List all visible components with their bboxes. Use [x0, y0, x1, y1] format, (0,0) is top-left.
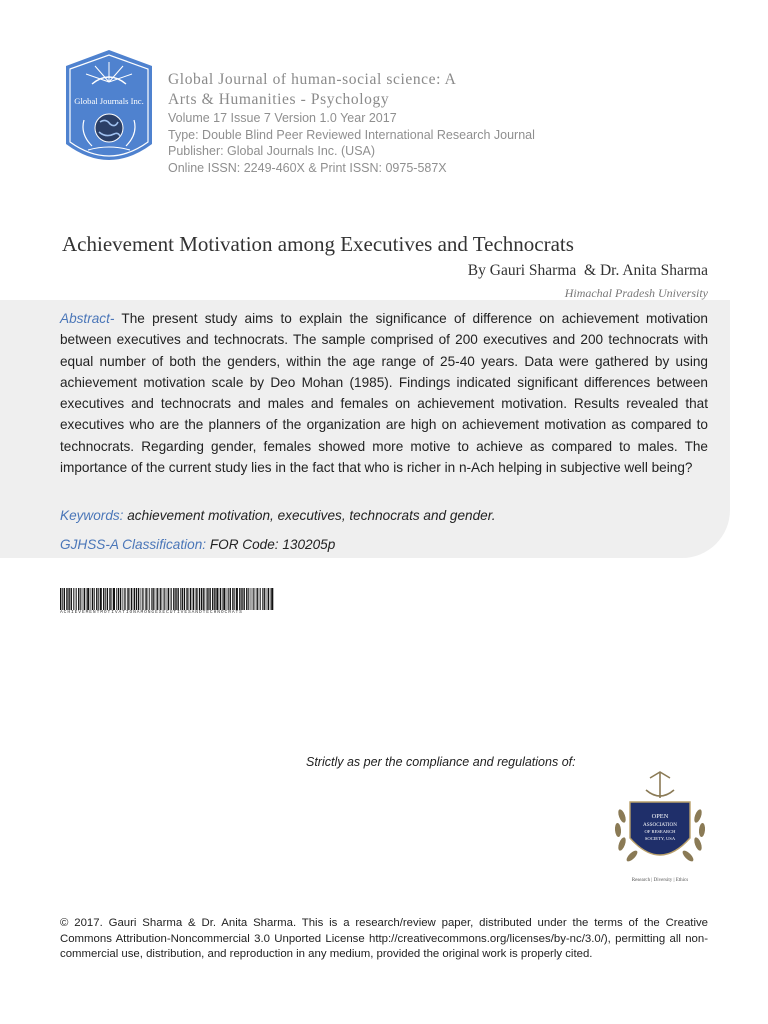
- keywords-label: Keywords:: [60, 508, 124, 523]
- barcode-bar: [232, 588, 233, 610]
- barcode-bar: [228, 588, 229, 610]
- svg-text:OPEN: OPEN: [651, 813, 669, 820]
- barcode-bar: [222, 588, 223, 610]
- barcode-bar: [130, 588, 131, 610]
- barcode-bar: [160, 588, 161, 610]
- barcode-bar: [66, 588, 67, 610]
- barcode-bar: [84, 588, 85, 610]
- barcode-bar: [151, 588, 152, 610]
- barcode-bar: [124, 588, 125, 610]
- barcode-bar: [142, 588, 143, 610]
- barcode-bar: [207, 588, 208, 610]
- barcode-bar: [113, 588, 115, 610]
- barcode-bar: [80, 588, 81, 610]
- seal-caption: Research | Diversity | Ethics: [631, 878, 689, 883]
- barcode-bar: [180, 588, 181, 610]
- barcode-bar: [168, 588, 169, 610]
- barcode-bar: [145, 588, 146, 610]
- barcode-bar: [268, 588, 269, 610]
- barcode-bar: [270, 588, 271, 610]
- barcode-bar: [193, 588, 194, 610]
- barcode-bar: [149, 588, 150, 610]
- classification-label: GJHSS-A Classification:: [60, 537, 207, 552]
- author-affiliation: Himachal Pradesh University: [564, 286, 708, 300]
- barcode-bar: [220, 588, 221, 610]
- barcode-bar: [177, 588, 178, 610]
- barcode-bar: [109, 588, 110, 610]
- barcode-bar: [190, 588, 191, 610]
- barcode-bar: [262, 588, 263, 610]
- barcode-bar: [203, 588, 204, 610]
- barcode-bar: [248, 588, 249, 610]
- barcode-bar: [68, 588, 69, 610]
- barcode-bar: [148, 588, 149, 610]
- barcode-bar: [138, 588, 139, 610]
- barcode-bar: [234, 588, 235, 610]
- barcode-bar: [86, 588, 87, 610]
- barcode-bar: [257, 588, 258, 610]
- barcode-bar: [107, 588, 108, 610]
- barcode-bar: [141, 588, 142, 610]
- barcode-bar: [266, 588, 267, 610]
- barcode-bar: [60, 588, 61, 610]
- barcode-bar: [131, 588, 132, 610]
- barcode-bar: [201, 588, 202, 610]
- barcode-bar: [62, 588, 63, 610]
- barcode-bar: [239, 588, 240, 610]
- barcode-bar: [82, 588, 83, 610]
- barcode-bar: [94, 588, 95, 610]
- article-authors: By Gauri Sharma & Dr. Anita Sharma: [467, 262, 708, 279]
- abstract-label: Abstract-: [60, 311, 115, 326]
- barcode-bar: [250, 588, 251, 610]
- barcode-bar: [96, 588, 97, 610]
- barcode-bar: [259, 588, 260, 610]
- barcode-bar: [195, 588, 196, 610]
- barcode-bar: [123, 588, 124, 610]
- barcode-bar: [196, 588, 197, 610]
- barcode-bar: [100, 588, 102, 610]
- article-title: Achievement Motivation among Executives and Technocrats: [62, 232, 574, 256]
- barcode-bar: [199, 588, 200, 610]
- barcode-bar: [246, 588, 247, 610]
- barcode-bar: [166, 588, 167, 610]
- barcode-bar: [252, 588, 253, 610]
- barcode-bar: [223, 588, 225, 610]
- barcode-bar: [157, 588, 158, 610]
- barcode-bar: [212, 588, 213, 610]
- keywords: [60, 508, 496, 523]
- barcode-bar: [143, 588, 144, 610]
- barcode-bar: [152, 588, 153, 610]
- barcode-bar: [73, 588, 74, 610]
- barcode-bar: [241, 588, 242, 610]
- compliance-note: Strictly as per the compliance and regulations of:: [306, 755, 576, 769]
- barcode-bar: [155, 588, 156, 610]
- barcode-bar: [78, 588, 79, 610]
- barcode-bar: [227, 588, 228, 610]
- barcode-bar: [87, 588, 89, 610]
- barcode-bar: [164, 588, 165, 610]
- barcode-caption: ACHIEVEMENTMOTIVATIONAMONGEXECUTIVESANDTECHNOCRATS: [60, 610, 243, 615]
- barcode-bar: [182, 588, 183, 610]
- classification: [60, 537, 335, 552]
- barcode-bar: [216, 588, 218, 610]
- research-society-seal: [608, 768, 712, 876]
- keywords-text: achievement motivation, executives, technocrats and gender.: [123, 508, 496, 523]
- barcode-bar: [92, 588, 93, 610]
- volume-info: Volume 17 Issue 7 Version 1.0 Year 2017: [168, 111, 397, 125]
- barcode-bar: [111, 588, 112, 610]
- barcode-bar: [163, 588, 164, 610]
- barcode-bar: [173, 588, 174, 610]
- barcode-bar: [136, 588, 137, 610]
- svg-text:OF RESEARCH: OF RESEARCH: [644, 829, 676, 834]
- barcode-bar: [71, 588, 72, 610]
- abstract-body: The present study aims to explain the significance of difference on achievement motivation between executives and technocrats. The sample comprised of 200 executives and 200 technocrats with equal number of both the genders, within the age range of 25-40 years. Data were gathered by using achievement motivation scale by Deo Mohan (1985). Findings indicated significant differences between executives and technocrats and males and females on achievement motivation. Results revealed that executives who are the planners of the organization are high on achievement motivation as compared to technocrats. Regarding gender, females showed more motive to achieve as compared to males. The importance of the current study lies in the fact that who is richer in n-Ach helping in subjective well being?: [60, 311, 708, 476]
- barcode-bar: [230, 588, 231, 610]
- barcode-bar: [103, 588, 104, 610]
- journal-header: [168, 70, 535, 176]
- barcode-bar: [184, 588, 185, 610]
- issn-info: Online ISSN: 2249-460X & Print ISSN: 0975-587X: [168, 160, 447, 175]
- barcode-bar: [264, 588, 265, 610]
- journal-name-line2: Arts & Humanities - Psychology: [168, 91, 390, 108]
- barcode-bar: [209, 588, 210, 610]
- barcode-bar: [120, 588, 121, 610]
- barcode-bar: [134, 588, 135, 610]
- barcode-bar: [159, 588, 160, 610]
- barcode-bar: [125, 588, 126, 610]
- barcode-bar: [214, 588, 215, 610]
- journal-name-line1: Global Journal of human-social science: A: [168, 71, 457, 88]
- barcode-bar: [271, 588, 273, 610]
- barcode-bar: [175, 588, 176, 610]
- barcode-bar: [127, 588, 128, 610]
- barcode-bar: [243, 588, 244, 610]
- license-notice: © 2017. Gauri Sharma & Dr. Anita Sharma. This is a research/review paper, distributed under the terms of the Creative Commons Attribution-Noncommercial 3.0 Unported License http://creativecommons.org/licenses/by-nc/3.0/), permitting all non-commercial use, distribution, and reproduction in any medium, provided the original work is properly cited.: [60, 917, 708, 960]
- barcode: [60, 588, 276, 610]
- barcode-bar: [118, 588, 119, 610]
- barcode-bar: [64, 588, 65, 610]
- barcode-bar: [76, 588, 77, 610]
- barcode-bar: [116, 588, 117, 610]
- barcode-bar: [255, 588, 256, 610]
- svg-text:SOCIETY, USA: SOCIETY, USA: [644, 836, 676, 841]
- barcode-bar: [189, 588, 190, 610]
- abstract: [60, 308, 708, 478]
- barcode-bar: [105, 588, 106, 610]
- journal-type: Type: Double Blind Peer Reviewed International Research Journal: [168, 127, 535, 142]
- barcode-bar: [75, 588, 76, 610]
- barcode-bar: [186, 588, 187, 610]
- classification-code: FOR Code: 130205p: [206, 537, 336, 552]
- barcode-bar: [91, 588, 92, 610]
- barcode-bar: [98, 588, 99, 610]
- svg-text:ASSOCIATION: ASSOCIATION: [642, 822, 678, 828]
- barcode-bar: [260, 588, 261, 610]
- barcode-bar: [170, 588, 171, 610]
- svg-text:Global Journals Inc.: Global Journals Inc.: [74, 96, 144, 106]
- publisher-info: Publisher: Global Journals Inc. (USA): [168, 144, 376, 158]
- barcode-bar: [236, 588, 238, 610]
- barcode-bar: [171, 588, 172, 610]
- barcode-bar: [206, 588, 207, 610]
- global-journals-logo: [62, 48, 156, 178]
- barcode-bar: [253, 588, 254, 610]
